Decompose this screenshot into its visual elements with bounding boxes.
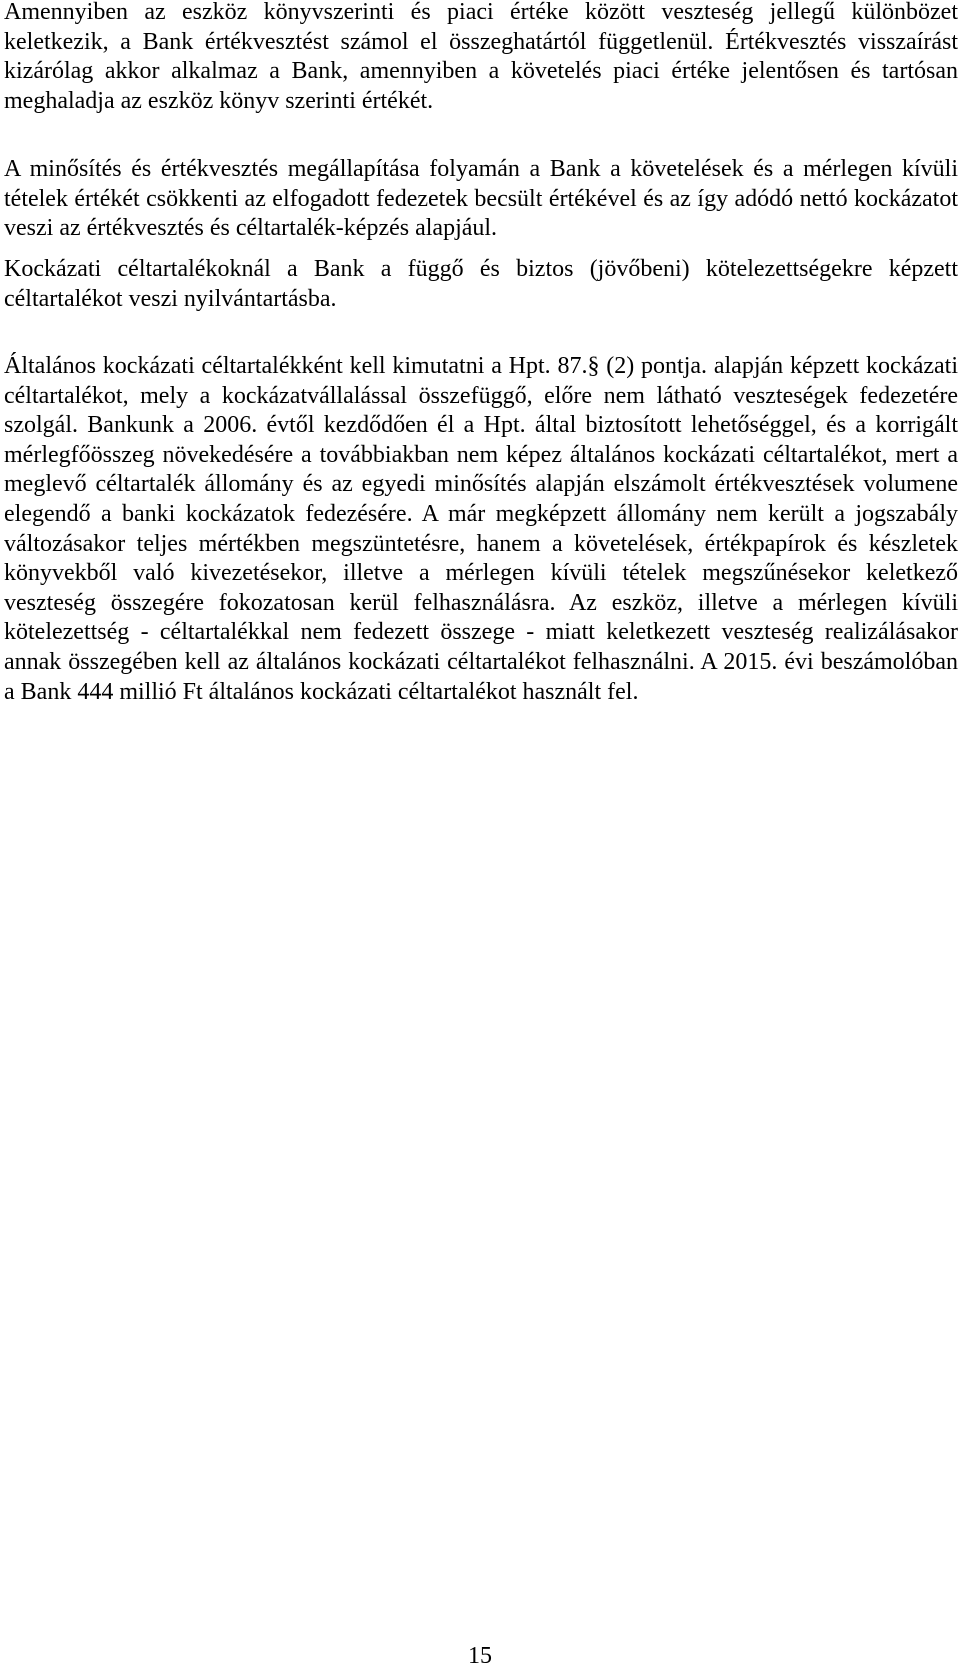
paragraph-collateral-net-risk: A minősítés és értékvesztés megállapítása folyamán a Bank a követelések és a mérlegen kívüli tételek értékét csökkenti az elfogadott fedezetek becsült értékével és az így adódó nettó kockázatot veszi az értékvesztés és céltartalék-képzés alapjául. xyxy=(4,156,958,242)
paragraph-general-risk-provision: Általános kockázati céltartalékként kell kimutatni a Hpt. 87.§ (2) pontja. alapján képzett kockázati céltartalékot, mely a kockázatvállalással összefüggő, előre nem látható veszteségek fedezetére szolgál. Bankunk a 2006. évtől kezdődően él a Hpt. által biztosított lehetőséggel, és a korrigált mérlegfőösszeg növekedésére a továbbiakban nem képez általános kockázati céltartalékot, mert a meglevő céltartalék állomány és az egyedi minősítés alapján elszámolt értékvesztések volumene elegendő a banki kockázatok fedezésére. A már megképzett állomány nem került a jogszabály változásakor teljes mértékben megszüntetésre, hanem a követelések, értékpapírok és készletek könyvekből való kivezetésekor, illetve a mérlegen kívüli tételek megszűnésekor keletkező veszteség összegére fokozatosan kerül felhasználásra. Az eszköz, illetve a mérlegen kívüli kötelezettség - céltartalékkal nem fedezett összege - miatt keletkezett veszteség realizálásakor annak összegében kell az általános kockázati céltartalékot felhasználni. A 2015. évi beszámolóban a Bank 444 millió Ft általános kockázati céltartalékot használt fel. xyxy=(4,353,958,705)
paragraph-impairment-recognition: Amennyiben az eszköz könyvszerinti és piaci értéke között veszteség jellegű különbözet keletkezik, a Bank értékvesztést számol el összeghatártól függetlenül. Értékvesztés visszaírást kizárólag akkor alkalmaz a Bank, amennyiben a követelés piaci értéke jelentősen és tartósan meghaladja az eszköz könyv szerinti értékét. xyxy=(4,0,958,114)
page-number: 15 xyxy=(468,1643,492,1669)
paragraph-risk-provisions: Kockázati céltartalékoknál a Bank a függő és biztos (jövőbeni) kötelezettségekre képzett céltartalékot veszi nyilvántartásba. xyxy=(4,256,958,312)
